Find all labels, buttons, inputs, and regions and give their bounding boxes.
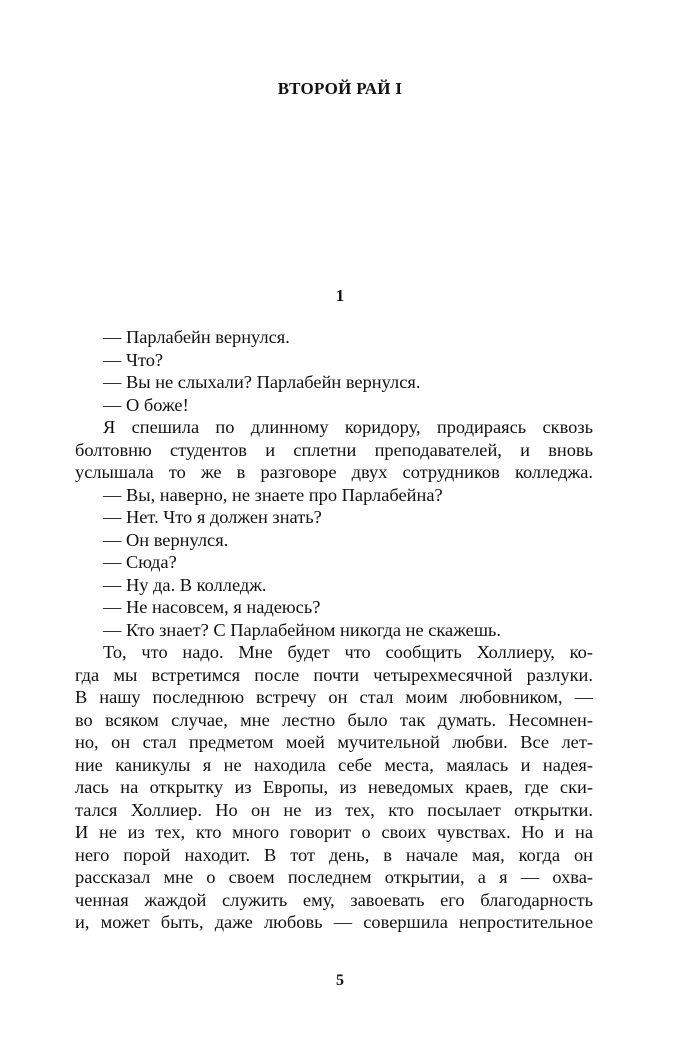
text-line: — Он вернулся. <box>103 529 229 550</box>
text-line: Я спешила по длинному коридору, продираясь сквозь <box>103 417 593 437</box>
page-number: 5 <box>336 972 344 989</box>
text-line: — Парлабейн вернулся. <box>103 327 290 347</box>
text-line: лась на открытку из Европы, из неведомых краев, где ски- <box>75 777 593 797</box>
text-line: него порой находит. В тот день, в начале мая, когда он <box>75 844 593 865</box>
text-line: — Нет. Что я должен знать? <box>103 507 322 527</box>
text-line: — О боже! <box>103 394 189 415</box>
text-line: И не из тех, кто много говорит о своих чувствах. Но и на <box>75 822 593 842</box>
text-line: ченная жаждой служить ему, завоевать его благодарность <box>75 889 593 910</box>
text-line: — Не насовсем, я надеюсь? <box>103 597 321 617</box>
text-line: тался Холлиер. Но он не из тех, кто посылает открытки. <box>75 799 593 820</box>
text-line: болтовню студентов и сплетни преподавателей, и вновь <box>75 439 593 460</box>
text-line: и, может быть, даже любовь — совершила непростительное <box>75 912 593 932</box>
text-line: — Вы, наверно, не знаете про Парлабейна? <box>103 484 443 505</box>
text-line: во всяком случае, мне лестно было так думать. Несомнен- <box>75 709 593 730</box>
text-line: услышала то же в разговоре двух сотрудников колледжа. <box>75 462 593 482</box>
text-line: — Что? <box>103 349 164 370</box>
text-line: рассказал мне о своем последнем открытии, а я — охва- <box>75 867 593 887</box>
text-line: — Вы не слыхали? Парлабейн вернулся. <box>103 372 421 392</box>
text-line: — Сюда? <box>103 552 177 572</box>
text-line: но, он стал предметом моей мучительной любви. Все лет- <box>75 732 593 752</box>
chapter-number: 1 <box>335 286 345 305</box>
text-line: гда мы встретимся после почти четырехмесячной разлуки. <box>75 664 593 685</box>
text-line: То, что надо. Мне будет что сообщить Холлиеру, ко- <box>103 642 593 662</box>
text-line: ние каникулы я не находила себе места, маялась и надея- <box>75 754 593 775</box>
body-text <box>75 326 593 934</box>
text-line: — Ну да. В колледж. <box>103 574 267 595</box>
part-title: ВТОРОЙ РАЙ I <box>277 79 403 98</box>
text-line: — Кто знает? С Парлабейном никогда не скажешь. <box>103 619 501 640</box>
text-line: В нашу последнюю встречу он стал моим любовником, — <box>75 687 593 707</box>
